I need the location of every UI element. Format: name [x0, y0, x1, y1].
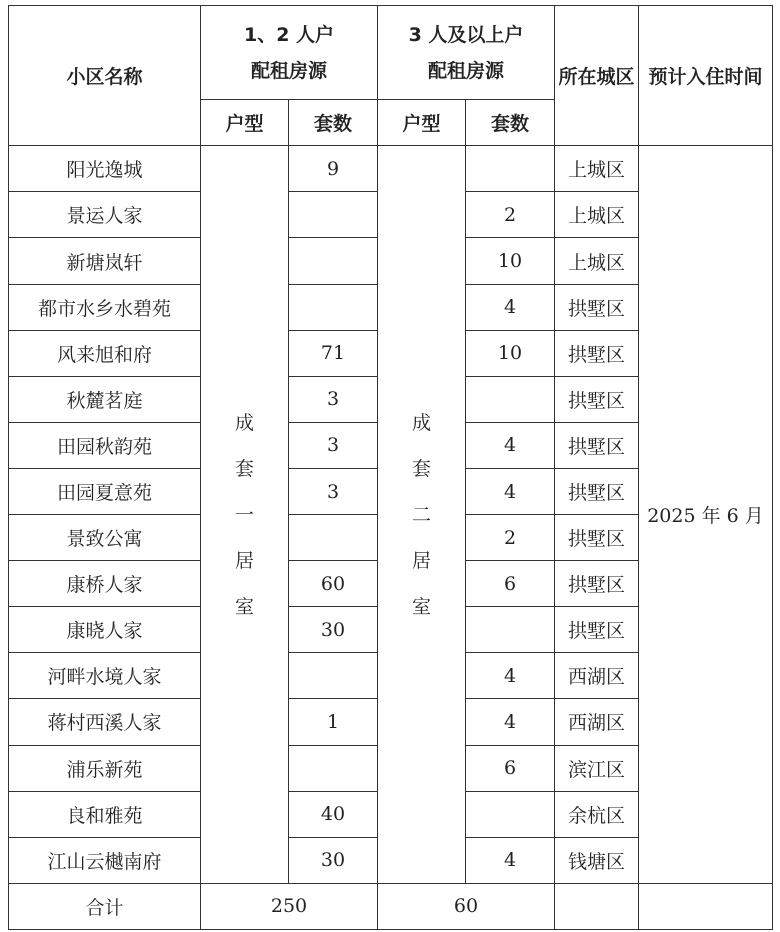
header-name: 小区名称 [9, 6, 201, 146]
group2-count: 2 [466, 515, 555, 561]
group2-count: 10 [466, 330, 555, 376]
header-type-2: 户型 [378, 100, 466, 146]
group1-count [289, 192, 378, 238]
group1-type-char: 室 [234, 595, 254, 618]
group2-type-char: 成 [411, 411, 431, 434]
table-row [9, 146, 773, 192]
district: 拱墅区 [555, 422, 639, 468]
district: 西湖区 [555, 653, 639, 699]
group2-count: 2 [466, 192, 555, 238]
district: 拱墅区 [555, 561, 639, 607]
community-name: 蒋村西溪人家 [9, 699, 201, 745]
community-name: 江山云樾南府 [9, 837, 201, 883]
group2-count [466, 791, 555, 837]
district: 拱墅区 [555, 284, 639, 330]
group1-count: 1 [289, 699, 378, 745]
community-name: 田园秋韵苑 [9, 422, 201, 468]
header-group-1 [201, 6, 378, 100]
group1-count: 71 [289, 330, 378, 376]
group1-count: 40 [289, 791, 378, 837]
group1-count: 9 [289, 146, 378, 192]
group1-type-char: 居 [234, 549, 254, 572]
total-district-empty [555, 883, 639, 929]
community-name: 秋麓茗庭 [9, 376, 201, 422]
header-district: 所在城区 [555, 6, 639, 146]
community-name: 浦乐新苑 [9, 745, 201, 791]
group1-count: 3 [289, 376, 378, 422]
group1-type [201, 146, 289, 884]
group2-type-char: 室 [411, 595, 431, 618]
group2-count: 4 [466, 468, 555, 514]
group2-count: 4 [466, 422, 555, 468]
community-name: 河畔水境人家 [9, 653, 201, 699]
group2-type-char: 套 [411, 457, 431, 480]
community-name: 景致公寓 [9, 515, 201, 561]
district: 西湖区 [555, 699, 639, 745]
total-move-in-empty [639, 883, 773, 929]
district: 滨江区 [555, 745, 639, 791]
header-row-1 [9, 6, 773, 100]
community-name: 田园夏意苑 [9, 468, 201, 514]
community-name: 康桥人家 [9, 561, 201, 607]
group1-count: 3 [289, 422, 378, 468]
district: 拱墅区 [555, 607, 639, 653]
group2-count: 4 [466, 284, 555, 330]
group1-count: 30 [289, 607, 378, 653]
housing-table [8, 5, 773, 930]
community-name: 景运人家 [9, 192, 201, 238]
community-name: 康晓人家 [9, 607, 201, 653]
community-name: 良和雅苑 [9, 791, 201, 837]
move-in-date: 2025 年 6 月 [639, 146, 773, 884]
group1-count: 3 [289, 468, 378, 514]
group2-count: 10 [466, 238, 555, 284]
group1-type-char: 套 [234, 457, 254, 480]
header-group-2 [378, 6, 555, 100]
community-name: 新塘岚轩 [9, 238, 201, 284]
header-group-2-line2: 配租房源 [427, 59, 504, 82]
group1-type-char: 一 [234, 503, 254, 526]
group2-count: 4 [466, 653, 555, 699]
group2-count [466, 607, 555, 653]
district: 上城区 [555, 192, 639, 238]
group2-type [378, 146, 466, 884]
district: 拱墅区 [555, 376, 639, 422]
district: 拱墅区 [555, 515, 639, 561]
group1-count [289, 745, 378, 791]
header-move-in: 预计入住时间 [639, 6, 773, 146]
total-group1: 250 [201, 883, 378, 929]
header-type-1: 户型 [201, 100, 289, 146]
group2-count [466, 376, 555, 422]
district: 余杭区 [555, 791, 639, 837]
group2-count: 4 [466, 699, 555, 745]
total-row [9, 883, 773, 929]
header-count-2: 套数 [466, 100, 555, 146]
group2-count: 6 [466, 745, 555, 791]
group1-count [289, 238, 378, 284]
header-group-2-line1: 3 人及以上户 [408, 23, 524, 46]
group2-count [466, 146, 555, 192]
group2-count: 4 [466, 837, 555, 883]
group2-type-char: 二 [411, 503, 431, 526]
district: 拱墅区 [555, 468, 639, 514]
total-group2: 60 [378, 883, 555, 929]
community-name: 风来旭和府 [9, 330, 201, 376]
group2-type-char: 居 [411, 549, 431, 572]
district: 上城区 [555, 146, 639, 192]
group1-count: 60 [289, 561, 378, 607]
group1-count [289, 284, 378, 330]
community-name: 阳光逸城 [9, 146, 201, 192]
header-group-1-line2: 配租房源 [250, 59, 327, 82]
district: 钱塘区 [555, 837, 639, 883]
group1-count [289, 653, 378, 699]
group1-type-char: 成 [234, 411, 254, 434]
group2-count: 6 [466, 561, 555, 607]
group1-count: 30 [289, 837, 378, 883]
header-count-1: 套数 [289, 100, 378, 146]
district: 拱墅区 [555, 330, 639, 376]
group1-count [289, 515, 378, 561]
header-group-1-line1: 1、2 人户 [243, 23, 335, 46]
total-label: 合计 [9, 883, 201, 929]
district: 上城区 [555, 238, 639, 284]
community-name: 都市水乡水碧苑 [9, 284, 201, 330]
